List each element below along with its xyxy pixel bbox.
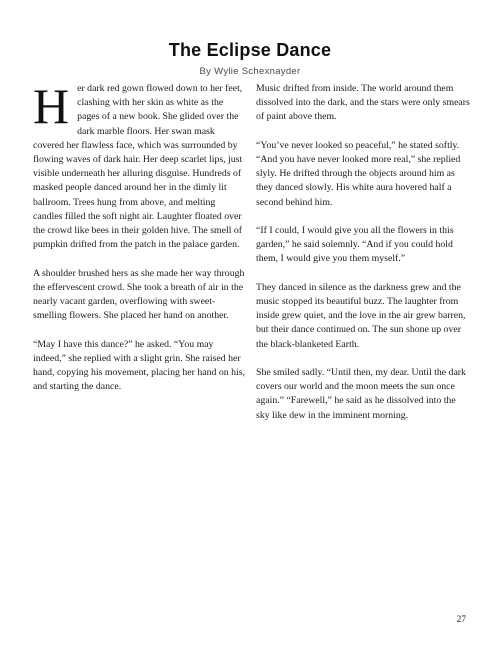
drop-cap: H: [33, 78, 70, 134]
story-title: The Eclipse Dance: [168, 40, 332, 60]
page-number: 27: [456, 615, 466, 625]
story-paragraph: [33, 78, 245, 252]
left-text-column: [33, 78, 245, 409]
story-paragraph: “If I could, I would give you all the flowers in this garden,” he said solemnly. “And if you could hold them, I would give you them myself.”: [256, 225, 454, 265]
right-text-column: [256, 82, 470, 437]
story-paragraph: They danced in silence as the darkness grew and the music stopped its beautiful buzz. The laughter from inside grew quiet, and the love in the air grew barren, but their dance continued on. The sun shone up over the black-blanketed Earth.: [256, 281, 466, 350]
story-paragraph: Music drifted from inside. The world around them dissolved into the dark, and the stars were only smears of paint above them.: [256, 83, 470, 123]
author-byline: By Wylie Schexnayder: [199, 66, 301, 77]
story-paragraph: “May I have this dance?” he asked. “You may indeed,” she replied with a slight grin. She raised her hand, copying his movement, placing her hand on his, and starting the dance.: [33, 338, 245, 393]
paragraph-text: er dark red gown flowed down to her feet, clashing with her skin as white as the pages of a new book. She glided over the dark marble floors. Her swan mask covered her flawless face, which was surrounded by flowing waves of dark hair. Her deep scarlet lips, just visible underneath her alluring disguise. Hundreds of masked people danced around her in the dimly lit ballroom. Trees hung from above, and melting candles filled the soft night air. Laughter floated over the crowd like bees in their golden hive. The smell of pumpkin drifted from the patch in the palace garden.: [33, 83, 243, 251]
story-paragraph: “You’ve never looked so peaceful,” he stated softly. “And you have never looked more real,” she replied slyly. He drifted through the objects around him as they danced slowly. His white aura hovered half a second behind him.: [256, 139, 461, 208]
story-paragraph: She smiled sadly. “Until then, my dear. Until the dark covers our world and the moon meets the sun once again.” “Farewell,” he said as he dissolved into the sky like dew in the imminent morning.: [256, 367, 466, 421]
story-paragraph: A shoulder brushed hers as she made her way through the effervescent crowd. She took a breath of air in the nearly vacant garden, overflowing with sweet-smelling flowers. She placed her hand on another.: [33, 267, 245, 322]
